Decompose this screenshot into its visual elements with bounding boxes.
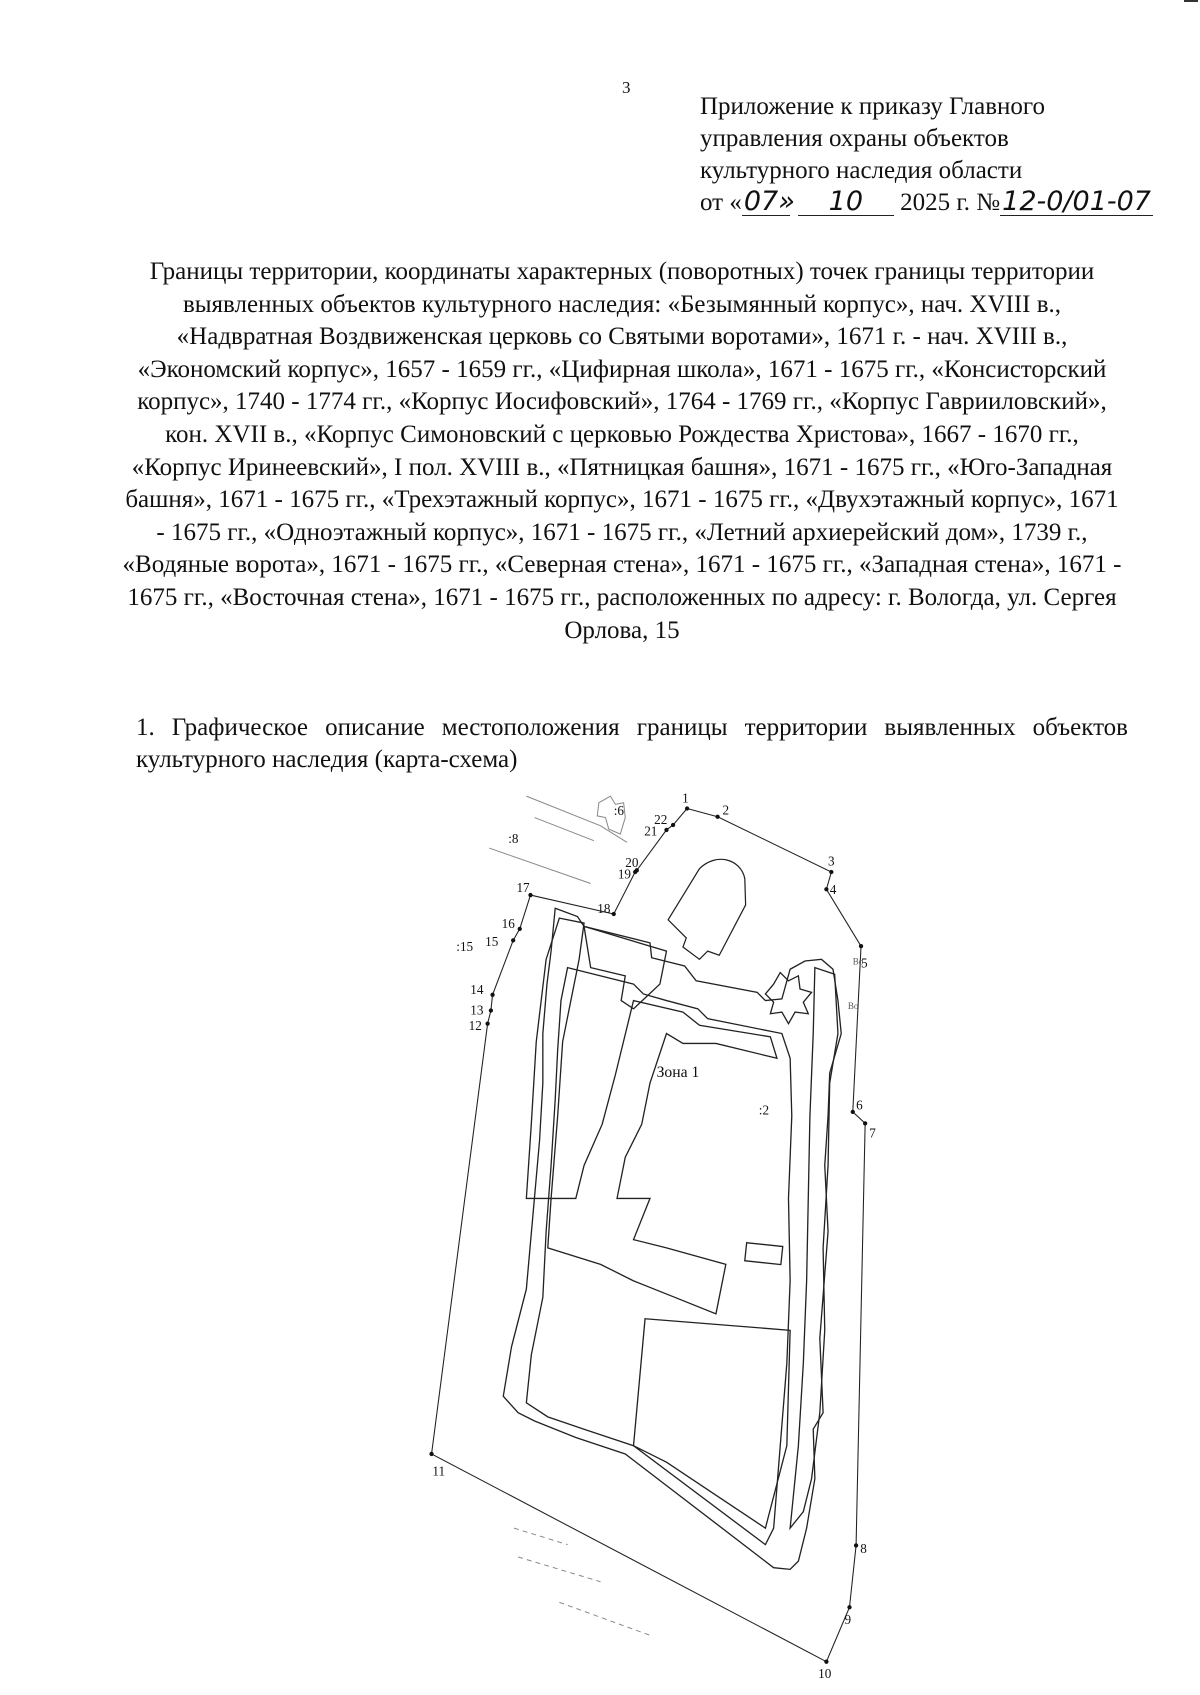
point-label: 22 [654, 812, 668, 828]
boundary-point [829, 870, 833, 874]
point-label: 11 [432, 1463, 446, 1479]
cadastral-map-scheme [330, 778, 970, 1693]
point-label: 10 [818, 1666, 832, 1682]
boundary-point [685, 806, 689, 810]
boundary-point [429, 1452, 433, 1456]
boundary-point [824, 1660, 828, 1664]
outer-wall [503, 908, 841, 1569]
boundary-point [824, 887, 828, 891]
handwritten-order-number: 12-0/01-07 [1002, 186, 1151, 217]
point-label: 6 [856, 1097, 863, 1113]
tower-star [765, 973, 811, 1024]
boundary-point [612, 912, 616, 916]
west-building [526, 918, 584, 1198]
point-label: 8 [860, 1540, 867, 1556]
small-mark: Bo [852, 956, 864, 967]
small-structure [745, 1243, 783, 1265]
parcel-label: :8 [508, 831, 519, 847]
boundary-point [485, 1022, 489, 1026]
point-label: 2 [722, 802, 730, 818]
date-year: 2025 г. № [900, 189, 1001, 216]
parcel-line [535, 818, 594, 841]
boundary-point [847, 1605, 851, 1609]
point-label: 3 [828, 853, 835, 869]
point-label: 7 [869, 1125, 876, 1141]
cathedral-outline [668, 859, 745, 959]
boundary-point [518, 927, 522, 931]
header-line: управления охраны объектов [700, 125, 1009, 152]
small-mark: Bo [847, 1000, 859, 1011]
scan-corner-mark [1184, 0, 1198, 2]
date-prefix: от « [700, 189, 742, 216]
boundary-point [490, 993, 494, 997]
boundary-point [511, 938, 515, 942]
zone-label: Зона 1 [656, 1064, 700, 1082]
boundary-point [671, 823, 675, 827]
document-title: Границы территории, координаты характерных (поворотных) точек границы территории выявленных объектов культурного наследия: «Безымянный корпус», нач. XVIII в., «Надвратная Воздвиженская церковь со Святыми воротами», 1671 г. - нач. XVIII в., «Экономский корпус», 1657 - 1659 гг., «Цифирная школа», 1671 - 1675 гг., «Консисторский корпус», 1740 - 1774 гг., «Корпус Иосифовский», 1764 - 1769 гг., «Корпус Гаврииловский», кон. XVII в., «Корпус Симоновский с церковью Рождества Христова», 1667 - 1670 гг., «Корпус Иринеевский», I пол. XVIII в., «Пятницкая башня», 1671 - 1675 гг., «Юго-Западная башня», 1671 - 1675 гг., «Трехэтажный корпус», 1671 - 1675 гг., «Двухэтажный корпус», 1671 - 1675 гг., «Одноэтажный корпус», 1671 - 1675 гг., «Летний архиерейский дом», 1739 г., «Водяные ворота», 1671 - 1675 гг., «Северная стена», 1671 - 1675 гг., «Западная стена», 1671 - 1675 гг., «Восточная стена», 1671 - 1675 гг., расположенных по адресу: г. Вологда, ул. Сергея Орлова, 15 [122, 258, 1122, 644]
point-label: 9 [844, 1611, 852, 1627]
order-appendix-header [700, 91, 1180, 219]
point-label: 16 [501, 916, 515, 932]
point-label: 4 [829, 882, 837, 898]
parcel-line [526, 796, 627, 842]
parcel-label: :6 [613, 803, 624, 819]
header-line: Приложение к приказу Главного [700, 93, 1046, 120]
header-line: культурного наследия области [700, 157, 1023, 184]
parcel-line [559, 1602, 650, 1635]
point-label: 17 [516, 879, 530, 895]
header-date-line [700, 187, 1180, 219]
point-label: 15 [485, 934, 499, 950]
section-1-heading: 1. Графическое описание местоположения границы территории выявленных объектов культурного наследия (карта-схема) [136, 714, 1128, 773]
handwritten-month: 10 [798, 189, 894, 216]
kremlin-walls [503, 908, 841, 1569]
central-building [548, 1001, 777, 1314]
boundary-point [489, 1008, 493, 1012]
boundary-point [715, 815, 719, 819]
boundary-point [851, 1110, 855, 1114]
handwritten-day: 07» [743, 186, 795, 217]
parcel-line [518, 1557, 600, 1582]
point-label: 13 [470, 1002, 484, 1018]
parcel-label: :15 [456, 939, 474, 955]
boundary-point [664, 828, 668, 832]
point-label: 19 [617, 866, 632, 882]
boundary-point [863, 1121, 867, 1125]
cathedral-building [668, 859, 745, 959]
page-number: 3 [622, 78, 631, 97]
boundary-point [859, 944, 863, 948]
point-label: 1 [682, 790, 689, 806]
point-label: 12 [468, 1018, 482, 1034]
parcel-line [489, 848, 590, 883]
parcel-label: :2 [758, 1102, 770, 1118]
boundary-point-labels [432, 791, 876, 1681]
point-label: 20 [625, 855, 639, 871]
south-building [634, 1319, 791, 1528]
point-label: 21 [644, 823, 658, 839]
parcel-line [514, 1528, 568, 1544]
point-label: 5 [861, 955, 868, 971]
point-label: 14 [470, 981, 484, 997]
boundary-point [854, 1543, 858, 1547]
point-label: 18 [597, 901, 611, 917]
